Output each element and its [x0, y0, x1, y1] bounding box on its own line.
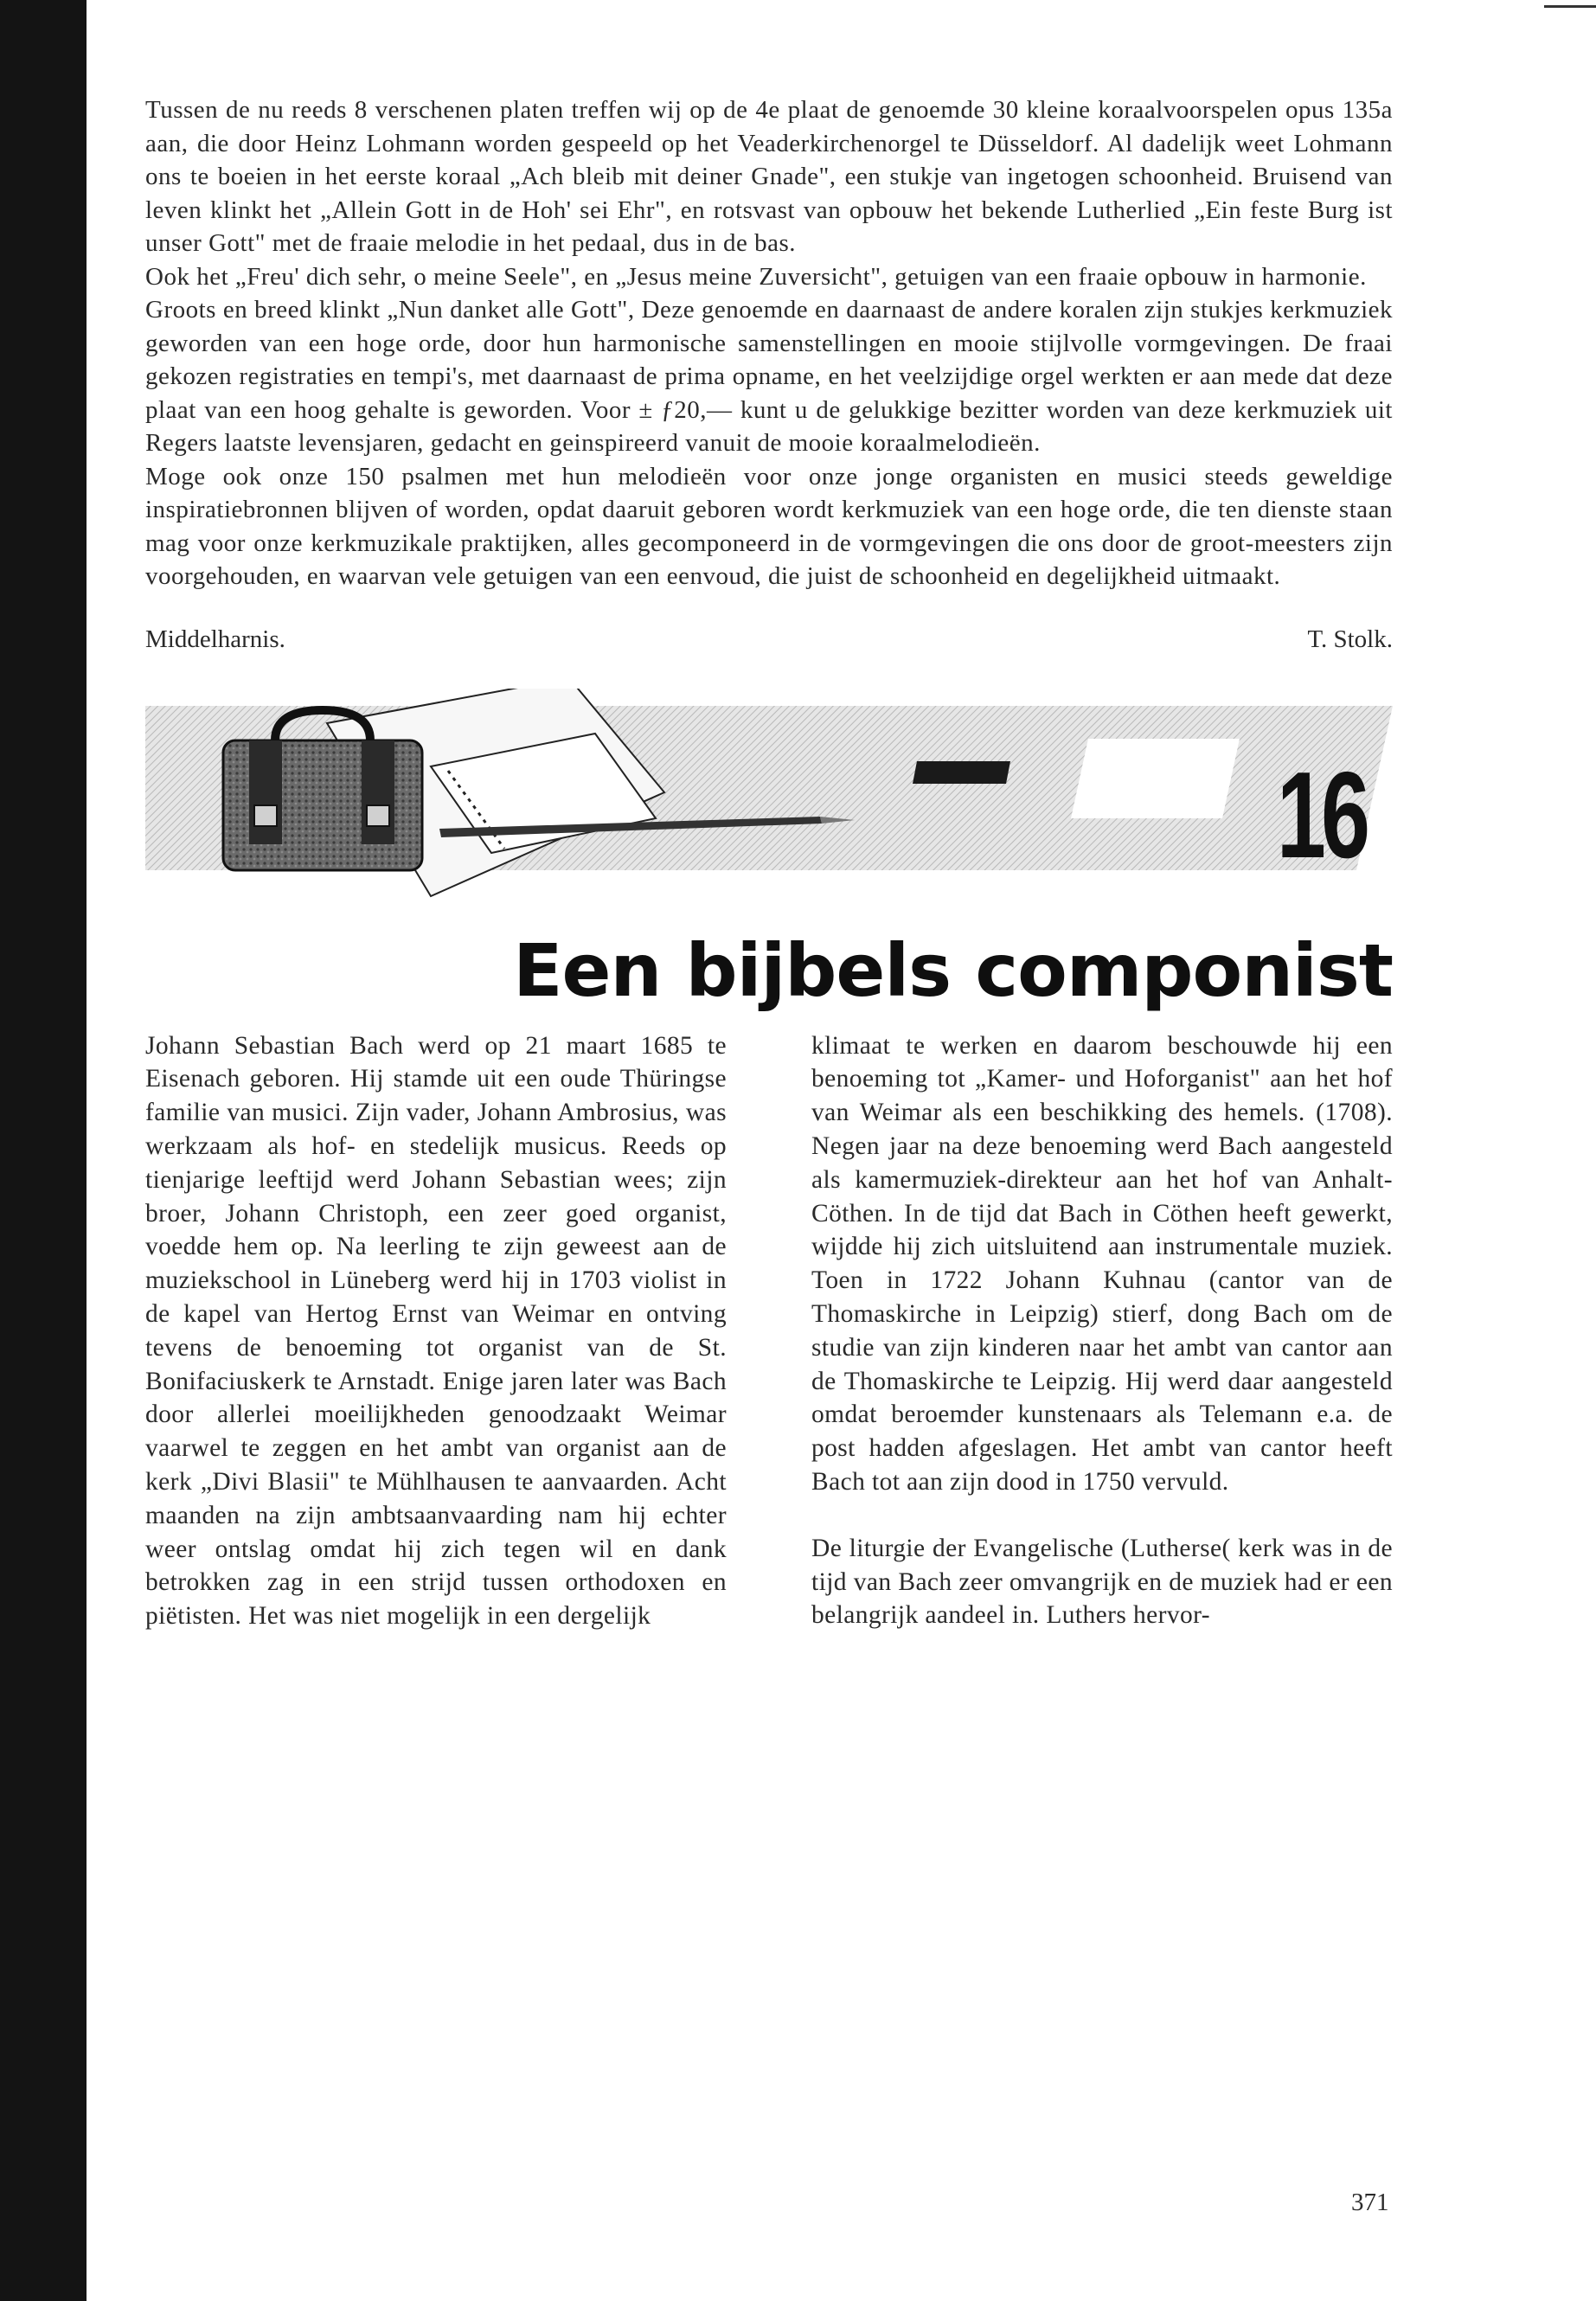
- signature-line: [145, 623, 1393, 656]
- page-content: [145, 93, 1393, 1633]
- review-paragraph-1: Tussen de nu reeds 8 verschenen platen treffen wij op de 4e plaat de genoemde 30 kleine koraalvoorspelen opus 135a aan, die door Heinz Lohmann worden gespeeld op het Veaderkirchenorgel te Düsseldorf. Al dadelijk weet Lohmann ons te boeien in het eerste koraal „Ach bleib mit deiner Gnade", een stukje van ingetogen schoonheid. Bruisend van leven klinkt het „Allein Gott in de Hoh' sei Ehr", en rotsvast van opbouw het bekende Lutherlied „Ein feste Burg ist unser Gott" met de fraaie melodie in het pedaal, dus in de bas.: [145, 96, 1393, 257]
- scan-left-edge: [0, 0, 87, 2301]
- right-column: [811, 1029, 1393, 1633]
- signature-author: T. Stolk.: [1307, 625, 1393, 653]
- article-columns: [145, 1029, 1393, 1633]
- signature-place: Middelharnis.: [145, 625, 285, 653]
- banner-number: 16: [1277, 746, 1366, 884]
- left-column-paragraph-1: Johann Sebastian Bach werd op 21 maart 1685 te Eisenach geboren. Hij stamde uit een oude Thüringse familie van musici. Zijn vader, Johann Ambrosius, was werkzaam als hof- en stedelijk musicus. Reeds op tienjarige leeftijd werd Johann Sebastian wees; zijn broer, Johann Christoph, een zeer goed organist, voedde hem op. Na leerling te zijn geweest aan de muziekschool in Lüneberg werd hij in 1703 violist in de kapel van Hertog Ernst van Weimar en ontving tevens de benoeming tot organist van de St. Bonifaciuskerk te Arnstadt. Enige jaren later was Bach door allerlei moeilijkheden genoodzaakt Weimar vaarwel te zeggen en het ambt van organist aan de kerk „Divi Blasii" te Mühlhausen te aanvaarden. Acht maanden na zijn ambtsaanvaarding nam hij echter weer ontslag omdat hij zich tegen wil en dank betrokken zag in een strijd tussen orthodoxen en piëtisten. Het was niet mogelijk in een dergelijk: [145, 1031, 727, 1631]
- page-number: 371: [1351, 2189, 1389, 2216]
- right-column-paragraph-2: De liturgie der Evangelische (Lutherse( kerk was in de tijd van Bach zeer omvangrijk en de muziek had er een belangrijk aandeel in. Luthers hervor-: [811, 1534, 1393, 1630]
- article-title: Een bijbels componist: [513, 927, 1393, 1013]
- section-banner: [145, 689, 1393, 939]
- review-section: [145, 93, 1393, 656]
- review-paragraph-3: Groots en breed klinkt „Nun danket alle Gott", Deze genoemde en daarnaast de andere koralen zijn stukjes kerkmuziek geworden van een hoge orde, door hun harmonische samenstellingen en mooie stijlvolle vormgevingen. De fraai gekozen registraties en tempi's, met daarnaast de prima opname, en het veelzijdige orgel werkten er aan mede dat deze plaat van een hoog gehalte is geworden. Voor ± ƒ20,— kunt u de gelukkige bezitter worden van deze kerkmuziek uit Regers laatste levensjaren, gedacht en geinspireerd vanuit de mooie koraalmelodieën.: [145, 296, 1393, 457]
- left-column: [145, 1029, 727, 1633]
- right-column-paragraph-1: klimaat te werken en daarom beschouwde hij een benoeming tot „Kamer- und Hoforganist" aan het hof van Weimar als een beschikking des hemels. (1708). Negen jaar na deze benoeming werd Bach aangesteld als kamermuziek-direkteur aan het hof van Anhalt-Cöthen. In de tijd dat Bach in Cöthen heeft gewerkt, wijdde hij zich uitsluitend aan instrumentale muziek. Toen in 1722 Johann Kuhnau (cantor van de Thomaskirche in Leipzig) stierf, dong Bach om de studie van zijn kinderen naar het ambt van cantor aan de Thomaskirche te Leipzig. Hij werd daar aangesteld omdat beroemder kunstenaars als Telemann e.a. de post hadden afgeslagen. Het ambt van cantor heeft Bach tot aan zijn dood in 1750 vervuld.: [811, 1031, 1393, 1497]
- review-paragraph-4: Moge ook onze 150 psalmen met hun melodieën voor onze jonge organisten en musici steeds geweldige inspiratiebronnen blijven of worden, opdat daaruit geboren wordt kerkmuziek van een hoge orde, die ten dienste staan mag voor onze kerkmuzikale praktijken, alles gecomponeerd in de vormgevingen die ons door de groot-meesters zijn voorgehouden, en waarvan vele getuigen van een eenvoud, die juist de schoonheid en degelijkheid uitmaakt.: [145, 462, 1393, 590]
- briefcase-notebook-pen-icon: [145, 689, 1393, 939]
- review-paragraph-2: Ook het „Freu' dich sehr, o meine Seele", en „Jesus meine Zuversicht", getuigen van een fraaie opbouw in harmonie.: [145, 262, 1367, 291]
- scan-corner-mark: [1544, 5, 1596, 8]
